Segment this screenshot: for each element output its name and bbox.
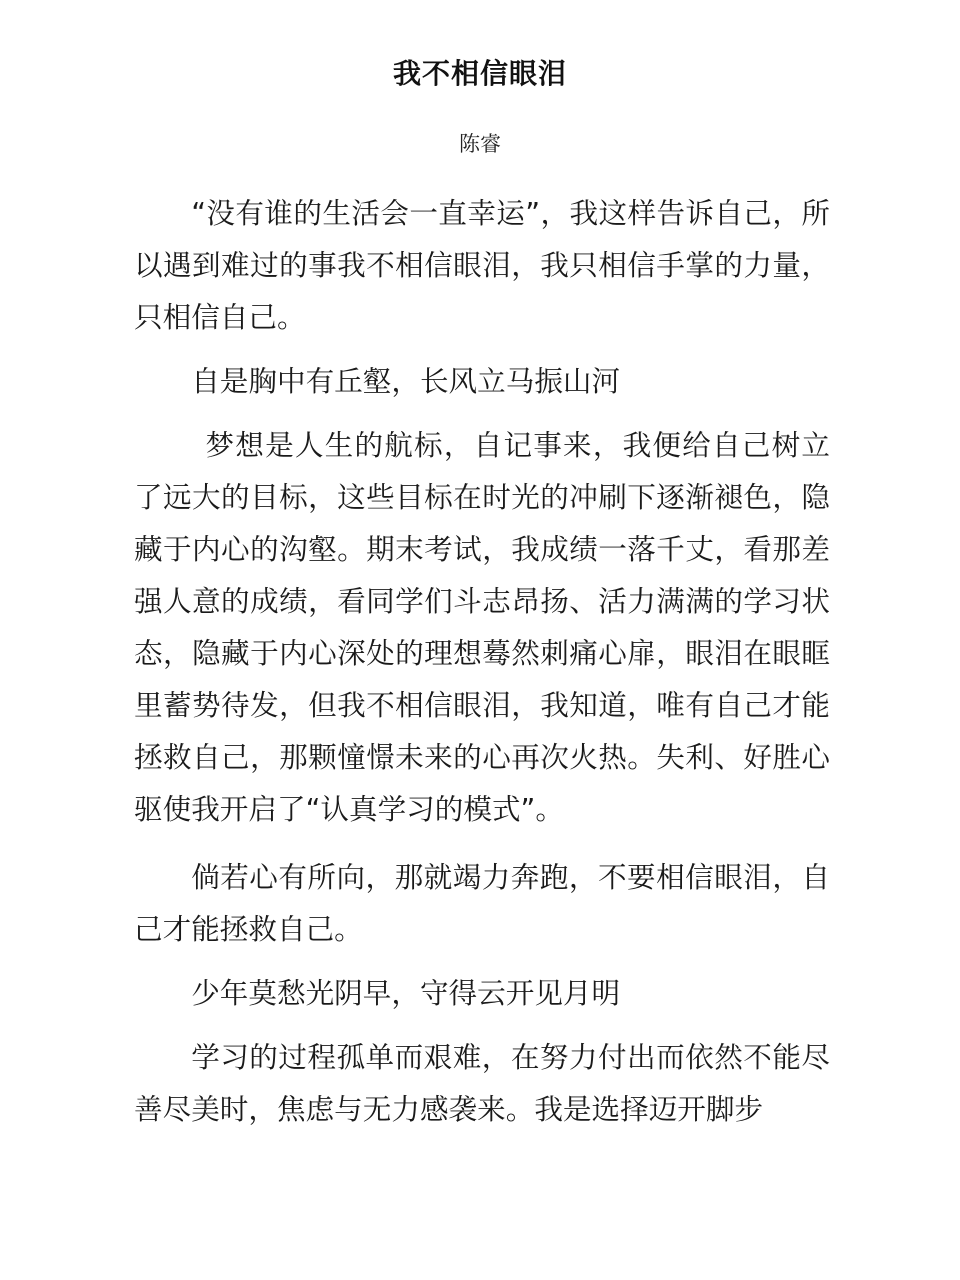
article-author: 陈睿 bbox=[459, 132, 501, 156]
section-heading-2: 少年莫愁光阴早，守得云开见月明 bbox=[191, 976, 621, 1010]
paragraph-dream: 梦想是人生的航标，自记事来，我便给自己树立了远大的目标，这些目标在时光的冲刷下逐渐褪色，隐藏于内心的沟壑。期末考试，我成绩一落千丈，看那差强人意的成绩，看同学们斗志昂扬、活力满满的学习状态，隐藏于内心深处的理想蓦然刺痛心扉，眼泪在眼眶里蓄势待发，但我不相信眼泪，我知道，唯有自己才能拯救自己，那颗憧憬未来的心再次火热。失利、好胜心驱使我开启了“认真学习的模式”。 bbox=[134, 428, 830, 826]
article-body bbox=[134, 187, 830, 1135]
paragraph-study: 学习的过程孤单而艰难，在努力付出而依然不能尽善尽美时，焦虑与无力感袭来。我是选择迈开脚步 bbox=[134, 1040, 830, 1126]
paragraph-intro: “没有谁的生活会一直幸运”，我这样告诉自己，所以遇到难过的事我不相信眼泪，我只相信手掌的力量，只相信自己。 bbox=[134, 196, 830, 334]
section-heading-1: 自是胸中有丘壑，长风立马振山河 bbox=[191, 364, 621, 398]
article-title: 我不相信眼泪 bbox=[392, 57, 567, 90]
paragraph-run: 倘若心有所向，那就竭力奔跑，不要相信眼泪，自己才能拯救自己。 bbox=[134, 860, 830, 946]
